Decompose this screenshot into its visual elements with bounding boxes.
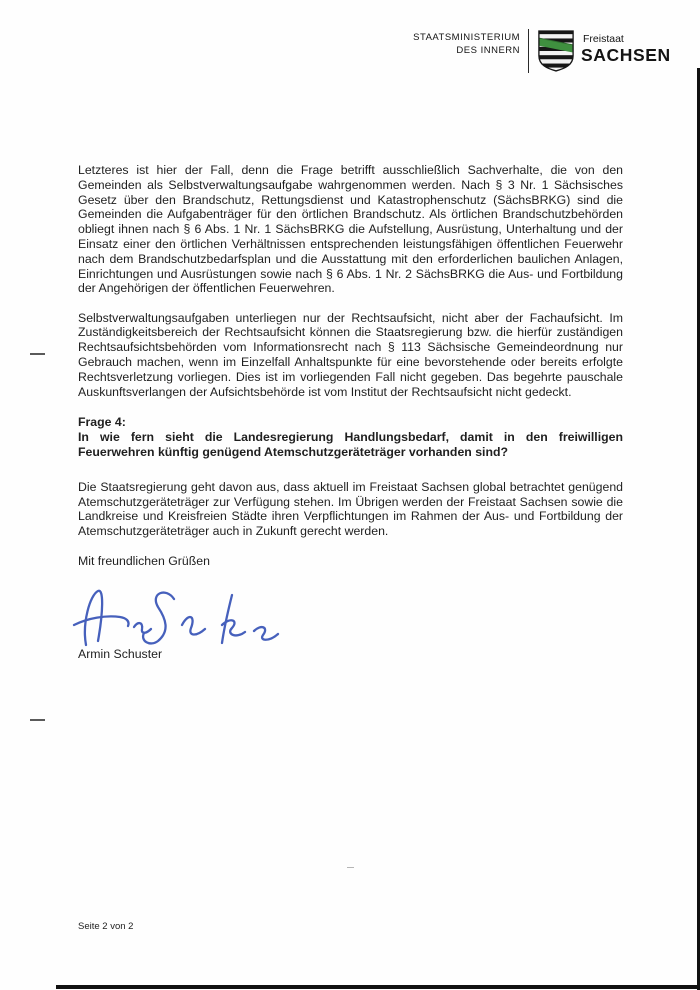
page-number: Seite 2 von 2 [78,921,134,932]
paragraph-brandschutz: Letzteres ist hier der Fall, denn die Frage betrifft ausschließlich Sachverhalte, die von den Gemeinden als Selbstverwaltungsaufgabe wahrgenommen werden. Nach § 3 Nr. 1 Sächsisches Gesetz über den Brandschutz, Rettungsdienst und Katastrophenschutz (SächsBRKG) sind die Gemeinden die Aufgabenträger für den örtlichen Brandschutz. Als örtlichen Brandschutzbehörden obliegt ihnen nach § 6 Abs. 1 Nr. 1 SächsBRKG die Aufstellung, Ausrüstung, Unterhaltung und der Einsatz einer den örtlichen Verhältnissen entsprechenden leistungsfähigen öffentlichen Feuerwehr nach dem Brandschutzbedarfsplan und die Ausstattung mit den erforderlichen baulichen Anlagen, Einrichtungen und Ausrüstungen sowie nach § 6 Abs. 1 Nr. 2 SächsBRKG die Aus- und Fortbildung der Angehörigen der öffentlichen Feuerwehren. [78,163,623,296]
question-text: In wie fern sieht die Landesregierung Handlungsbedarf, damit in den freiwilligen Feuerwehren künftig genügend Atemschutzgeräteträger vorhanden sind? [78,430,623,460]
fold-mark-top [30,353,45,355]
letter-body [78,163,623,676]
header-divider [528,29,529,73]
fold-mark-bottom [30,719,45,721]
paragraph-rechtsaufsicht: Selbstverwaltungsaufgaben unterliegen nur der Rechtsaufsicht, nicht aber der Fachaufsicht. Im Zuständigkeitsbereich der Rechtsaufsicht können die Staatsregierung bzw. die hierfür zuständigen Rechtsaufsichtsbehörden vom Informationsrecht nach § 113 Sächsische Gemeindeordnung nur Gebrauch machen, wenn im Einzelfall Anhaltspunkte für eine bevorstehende oder bereits erfolgte Rechtsverletzung vorliegen. Dies ist im vorliegenden Fall nicht gegeben. Das begehrte pauschale Auskunftsverlangen der Aufsichtsbehörde ist vom Institut der Rechtsaufsicht nicht gedeckt. [78,310,623,399]
closing-line: Mit freundlichen Grüßen [78,553,210,568]
wordmark-freistaat: Freistaat [583,33,624,45]
center-punch-mark [347,867,354,868]
paragraph-answer: Die Staatsregierung geht davon aus, dass aktuell im Freistaat Sachsen global betrachtet genügend Atemschutzgeräteträger zur Verfügung stehen. Im Übrigen werden der Freistaat Sachsen sowie die Landkreise und Kreisfreien Städte ihren Verpflichtungen im Rahmen der Aus- und Fortbildung der Atemschutzgeräteträger auch in Zukunft gerecht werden. [78,479,623,539]
scan-edge-bottom [56,985,700,989]
question-block [78,415,623,459]
question-label: Frage 4: [78,415,126,430]
signer-name: Armin Schuster [78,646,163,661]
signature-area [78,583,623,647]
ministry-line1: STAATSMINISTERIUM [413,32,520,43]
ministry-line2: DES INNERN [456,45,520,56]
ministry-name [413,31,520,57]
saxony-coat-of-arms-icon [537,30,575,72]
wordmark-sachsen: SACHSEN [581,45,671,65]
